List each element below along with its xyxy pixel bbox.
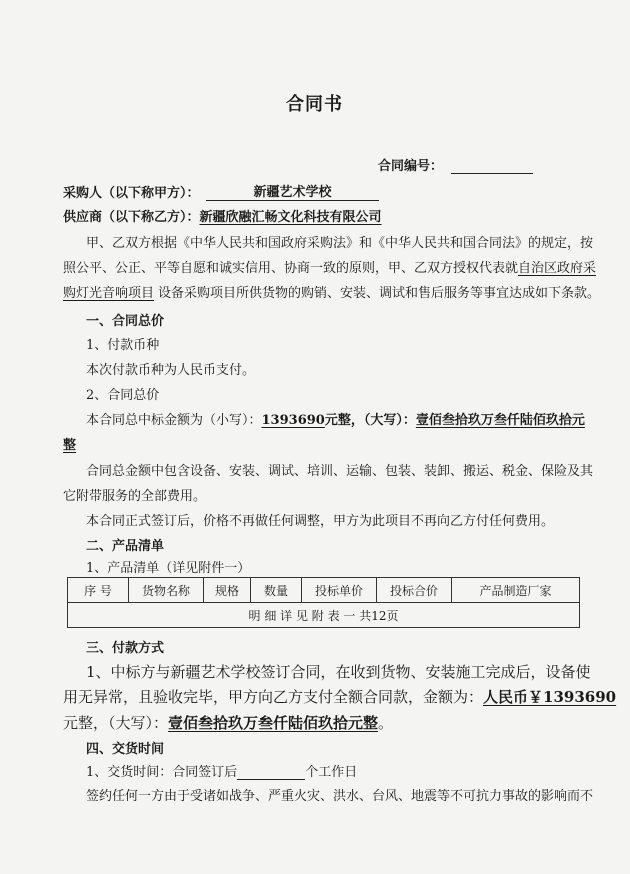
intro-line-3-text: 设备采购项目所供货物的购销、安装、调试和售后服务等事宜达成如下条款。: [158, 286, 601, 301]
delivery-time-label: 1、交货时间：合同签订后: [86, 765, 238, 780]
total-amount-words-end: 整: [63, 438, 77, 453]
section-2-heading: 二、产品清单: [86, 539, 165, 554]
payment-amount-numeric: 人民币￥1393690: [483, 688, 617, 706]
contract-number-row: [378, 155, 533, 174]
buyer-name: 新疆艺术学校: [253, 185, 332, 200]
currency-heading: 1、付款币种: [86, 338, 160, 353]
inclusions-line-2: 它附带服务的全部费用。: [63, 489, 207, 504]
section-1-heading: 一、合同总价: [86, 314, 165, 329]
payment-line-3-text: 元整，（大写）：: [63, 714, 169, 732]
product-list-heading: 1、产品清单（详见附件一）: [86, 561, 251, 576]
delivery-days-blank: [237, 765, 305, 780]
currency-text: 本次付款币种为人民币支付。: [86, 363, 256, 378]
col-header: 产品制造厂家: [452, 578, 580, 603]
project-name-part-2: 购灯光音响项目: [63, 286, 155, 301]
section-4-heading: 四、交货时间: [86, 742, 165, 757]
payment-amount-words: 壹佰叁拾玖万叁仟陆佰玖拾元整: [168, 714, 379, 732]
col-header: 投标合价: [377, 578, 452, 603]
col-header: 数量: [251, 578, 302, 603]
total-amount-numeric: 1393690: [261, 413, 325, 428]
price-fixed-clause: 本合同正式签订后，价格不再做任何调整，甲方为此项目不再向乙方付任何费用。: [86, 514, 555, 529]
col-header: 规格: [204, 578, 251, 603]
col-header: 投标单价: [302, 578, 377, 603]
delivery-time-row: [86, 761, 357, 780]
payment-line-1: 1、中标方与新疆艺术学校签订合同，在收到货物、安装施工完成后，设备使: [86, 663, 591, 681]
buyer-row: [63, 181, 379, 201]
payment-line-2-text: 用无异常，且验收完毕，甲方向乙方支付全额合同款，金额为：: [63, 688, 484, 706]
intro-line-2: [63, 257, 596, 276]
intro-line-2-text: 照公平、公正、平等自愿和诚实信用、协商一致的原则，甲、乙双方授权代表就: [63, 261, 519, 276]
total-amount-row: [86, 409, 585, 428]
supplier-name: 新疆欣融汇畅文化科技有限公司: [199, 210, 382, 225]
col-header: 货物名称: [129, 578, 204, 603]
table-note: 明 细 详 见 附 表 一 共12页: [68, 603, 580, 628]
supplier-label: 供应商（以下称乙方）：: [63, 210, 200, 225]
delivery-time-unit: 个工作日: [305, 765, 358, 780]
inclusions-line-1: 合同总金额中包含设备、安装、调试、培训、运输、包装、装卸、搬运、税金、保险及其: [86, 464, 594, 479]
total-amount-words: 壹佰叁拾玖万叁仟陆佰玖拾元: [415, 413, 585, 428]
col-header: 序 号: [68, 578, 129, 603]
section-3-heading: 三、付款方式: [86, 641, 165, 656]
intro-line-3: [63, 282, 600, 301]
force-majeure-line: 签约任何一方由于受诸如战争、严重火灾、洪水、台风、地震等不可抗力事故的影响而不: [86, 789, 594, 804]
buyer-name-field: [206, 181, 379, 201]
supplier-row: [63, 206, 382, 225]
intro-line-1: 甲、乙双方根据《中华人民共和国政府采购法》和《中华人民共和国合同法》的规定，按: [86, 236, 594, 251]
payment-line-2: [63, 686, 616, 707]
total-price-heading: 2、合同总价: [86, 388, 160, 403]
product-table: [67, 577, 580, 628]
table-header-row: [68, 578, 580, 603]
page-title: 合同书: [286, 94, 343, 115]
buyer-label: 采购人（以下称甲方）：: [63, 186, 200, 201]
payment-line-3-end: 。: [378, 714, 394, 732]
payment-line-3: [63, 712, 393, 733]
table-row: [68, 603, 580, 628]
project-name-part-1: 自治区政府采: [518, 261, 597, 276]
total-amount-middle: 元整，（大写）：: [324, 413, 416, 428]
contract-number-blank: [451, 159, 533, 174]
total-amount-label: 本合同总中标金额为（小写）：: [86, 413, 262, 428]
contract-number-label: 合同编号：: [378, 159, 444, 174]
